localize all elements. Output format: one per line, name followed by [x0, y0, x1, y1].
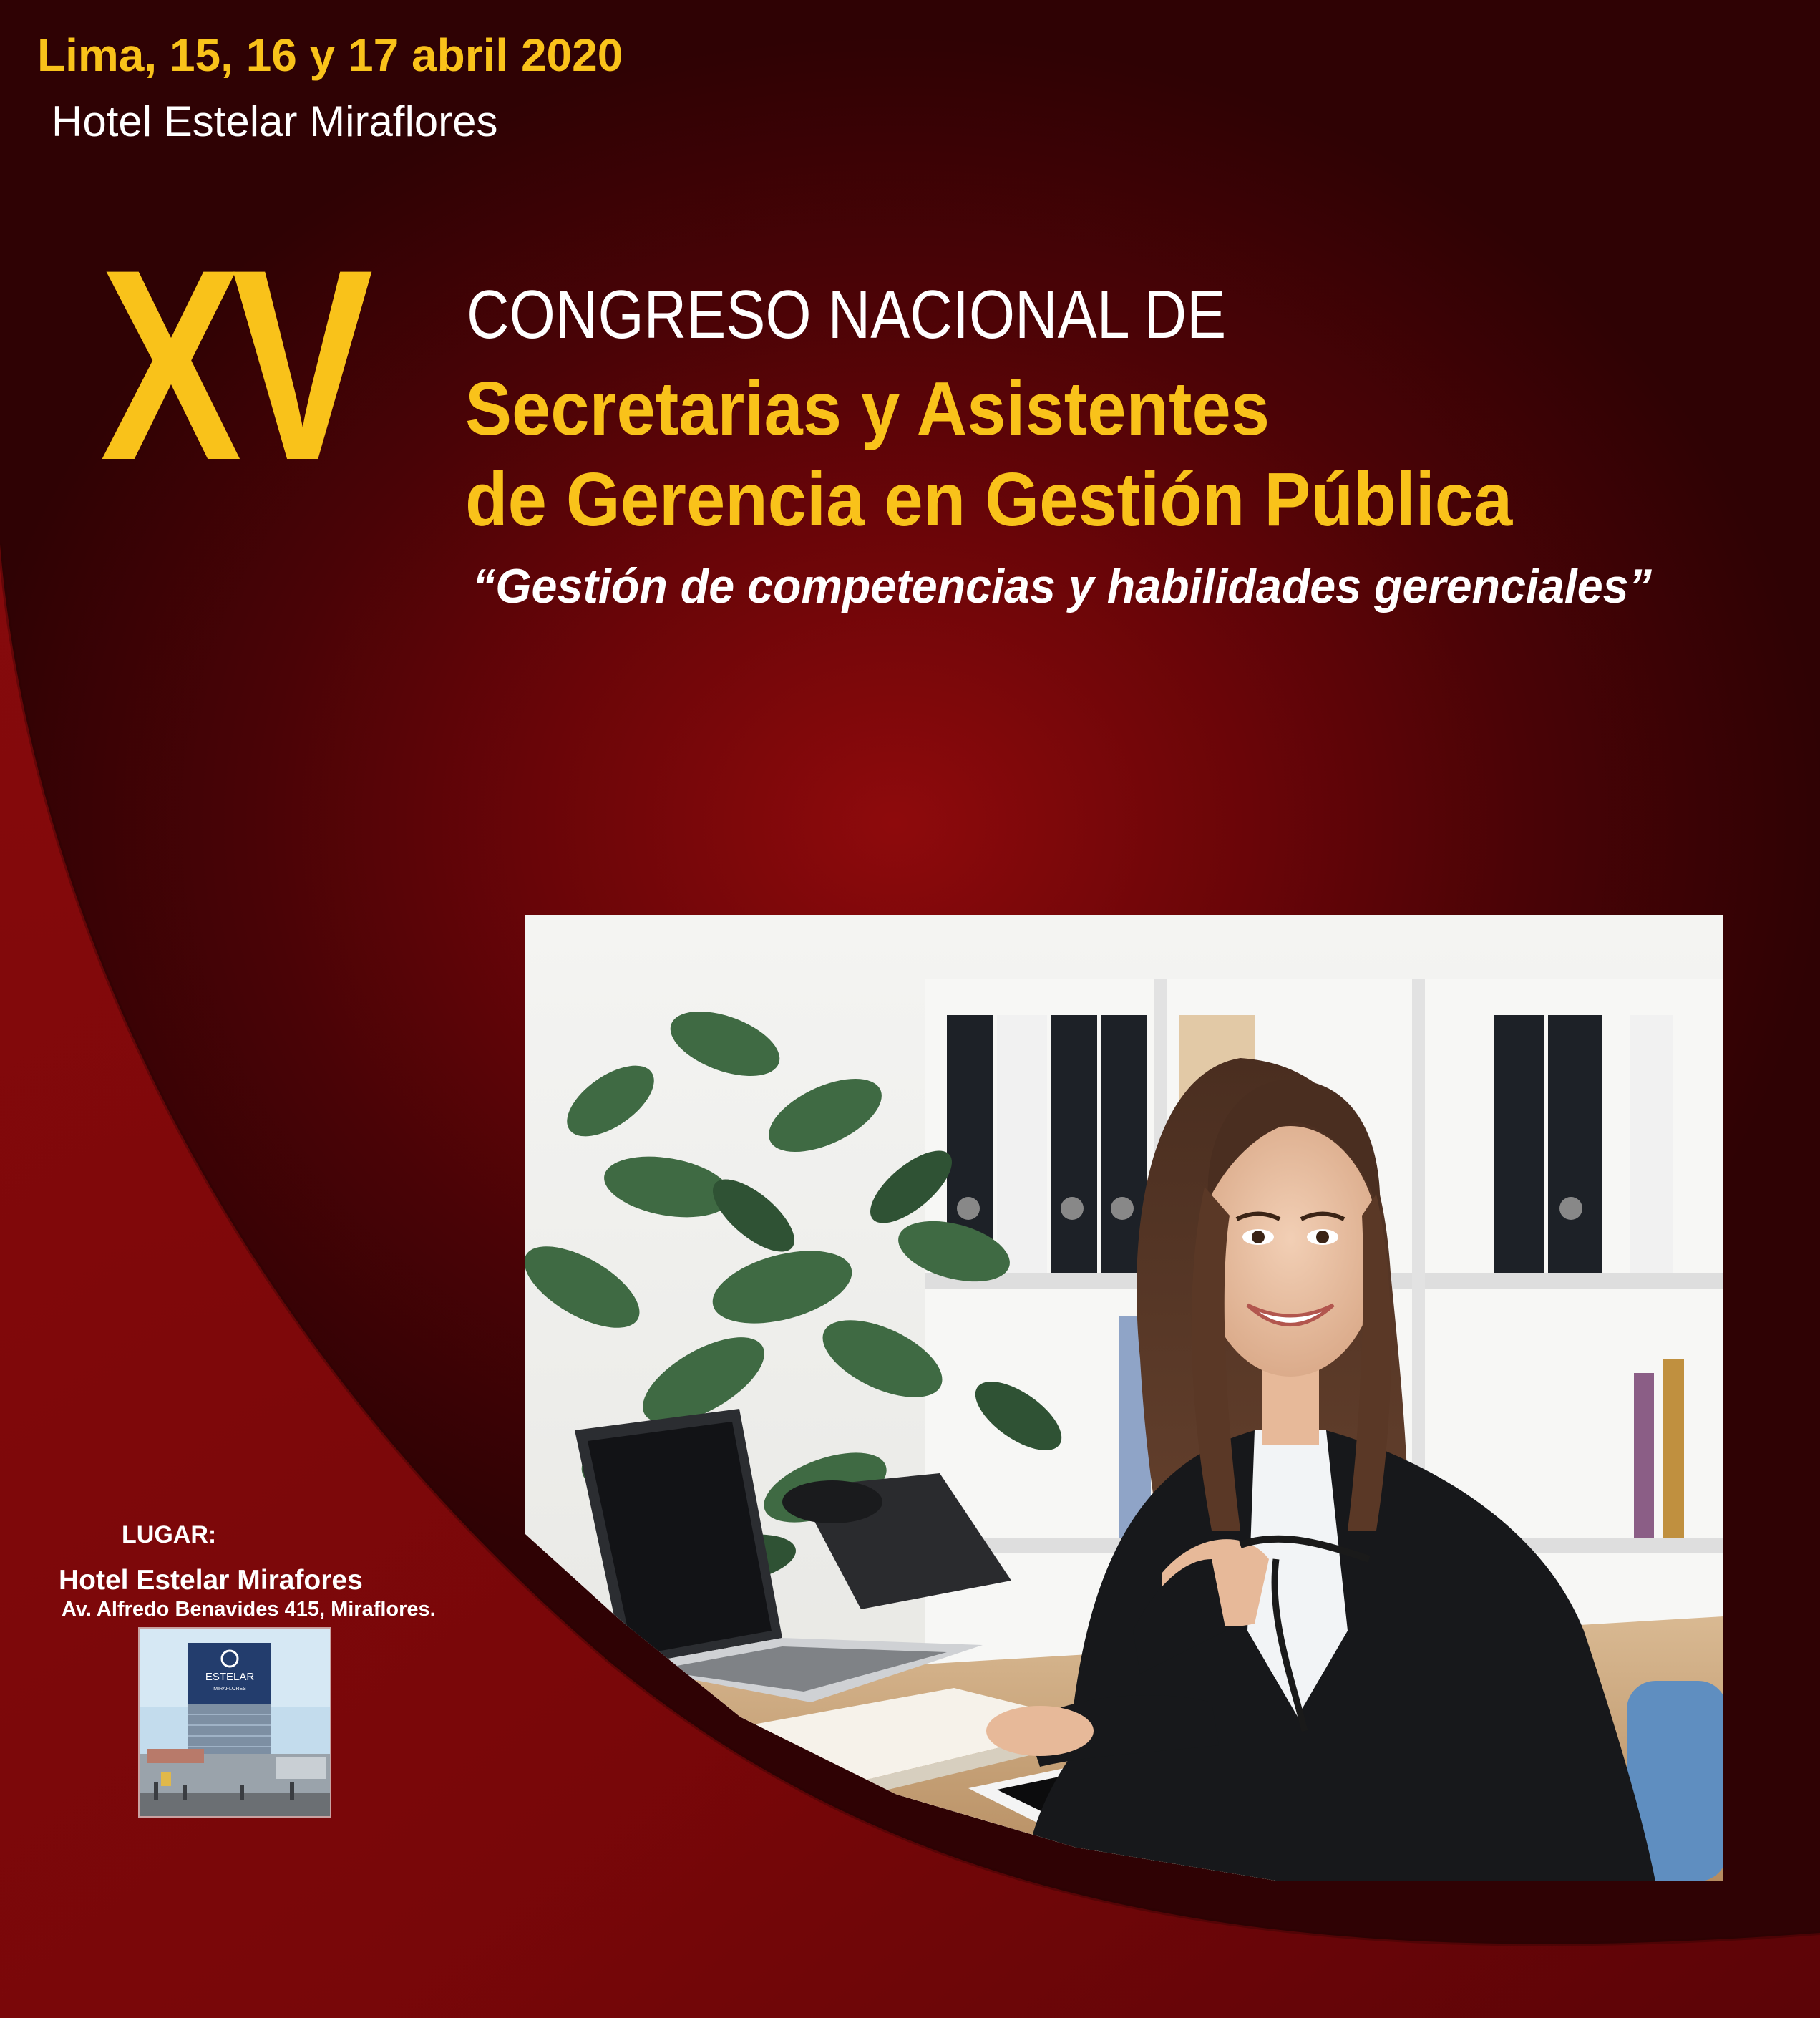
event-date: Lima, 15, 16 y 17 abril 2020	[37, 29, 623, 81]
hotel-sign-text: ESTELAR	[205, 1671, 255, 1683]
hotel-sign-subtext: MIRAFLORES	[213, 1687, 246, 1692]
title-line-2: Secretarias y Asistentes	[465, 367, 1270, 451]
title-line-3: de Gerencia en Gestión Pública	[465, 457, 1513, 542]
location-label: LUGAR:	[122, 1521, 217, 1548]
hotel-photo	[138, 1627, 331, 1818]
edition-numeral: XV	[100, 213, 364, 517]
location-hotel-name: Hotel Estelar Mirafores	[59, 1565, 363, 1596]
hotel-building-illustration	[140, 1629, 330, 1816]
title-line-1: CONGRESO NACIONAL DE	[467, 276, 1227, 353]
location-address: Av. Alfredo Benavides 415, Miraflores.	[62, 1598, 436, 1621]
event-tagline: “Gestión de competencias y habilidades gerenciales”	[472, 559, 1652, 613]
event-venue: Hotel Estelar Miraflores	[52, 97, 498, 145]
